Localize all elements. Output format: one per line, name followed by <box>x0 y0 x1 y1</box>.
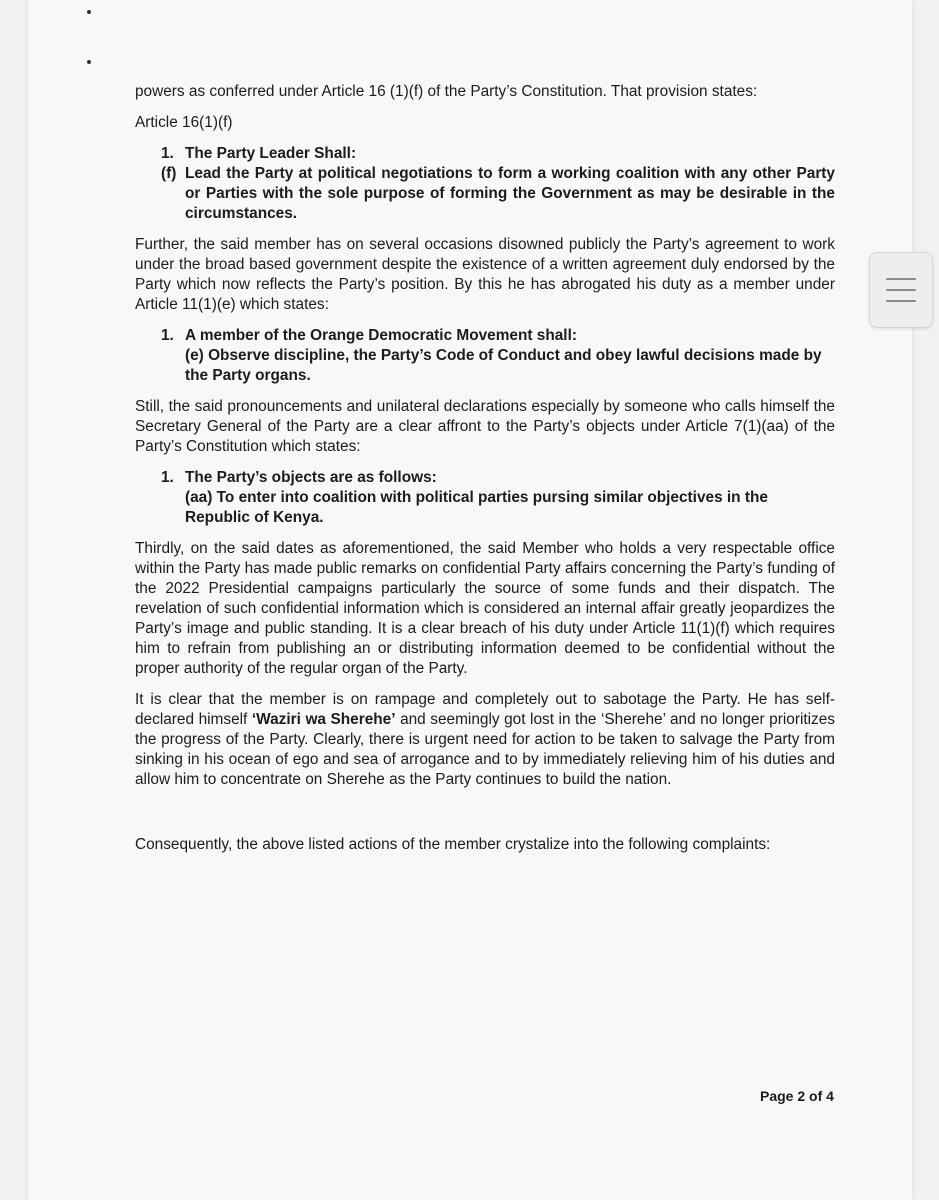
sub-item-text: Lead the Party at political negotiations to form a working coalition with any other Party or Parties with the sole purpose of forming the Government as may be desirable in the circumstances. <box>185 165 835 222</box>
page-current: 2 <box>797 1088 806 1104</box>
menu-line <box>886 300 916 302</box>
sub-item <box>161 164 835 224</box>
page-of: of <box>805 1088 827 1104</box>
scan-mark <box>87 60 91 64</box>
article-16-heading: Article 16(1)(f) <box>135 114 233 131</box>
paragraph-rampage-part-b: and seemingly got lost in the ‘Sherehe’ and no longer prioritizes the progress of the Party. Clearly, there is urgent need for action to be taken to salvage the Party from sinking in his ocean of ego and sea of arrogance and to by immediately relieving him of his duties and allow him to concentrate on Sherehe as the Party continues to build the nation. <box>135 711 836 788</box>
paragraph-further: Further, the said member has on several occasions disowned publicly the Party’s agreement to work under the broad based government despite the existence of a written agreement duly endorsed by the Party which now reflects the Party’s position. By this he has abrogated his duty as a member under Article 11(1)(e) which states: <box>135 236 835 313</box>
paragraph-rampage <box>135 690 835 790</box>
list-item-text: The Party’s objects are as follows: <box>185 469 437 486</box>
paragraph-consequently: Consequently, the above listed actions of the member crystalize into the following complaints: <box>135 836 771 853</box>
list-item <box>161 144 835 164</box>
paragraph-rampage-part-a: It is clear that the member is on rampage and completely out to sabotage the Party. He has self-declared himself <box>135 691 835 728</box>
waziri-wa-sherehe-emphasis: ‘Waziri wa Sherehe’ <box>251 711 396 728</box>
list-number: 1. <box>161 469 174 486</box>
page-number <box>760 1088 834 1104</box>
paragraph-thirdly: Thirdly, on the said dates as aforementioned, the said Member who holds a very respectable office within the Party has made public remarks on confidential Party affairs concerning the Party’s funding of the 2022 Presidential campaigns particularly the source of some funds and their dispatch. The revelation of such confidential information which is considered an internal affair greatly jeopardizes the Party’s image and public standing. It is a clear breach of his duty under Article 11(1)(f) which requires him to refrain from publishing an or distributing information deemed to be confidential without the proper authority of the regular organ of the Party. <box>135 540 835 677</box>
list-item-text: The Party Leader Shall: <box>185 145 357 162</box>
sub-item-text: (aa) To enter into coalition with political parties pursing similar objectives in the Republic of Kenya. <box>185 489 768 526</box>
article-7-quote <box>135 468 835 528</box>
list-number: 1. <box>161 327 174 344</box>
sub-item-text: (e) Observe discipline, the Party’s Code of Conduct and obey lawful decisions made by the Party organs. <box>185 347 822 384</box>
paragraph-intro: powers as conferred under Article 16 (1)(f) of the Party’s Constitution. That provision states: <box>135 83 758 100</box>
article-11-quote <box>135 326 835 386</box>
page-total: 4 <box>826 1088 834 1104</box>
list-item <box>161 468 835 488</box>
sub-item-label: (f) <box>161 165 177 182</box>
list-item-text: A member of the Orange Democratic Movement shall: <box>185 327 577 344</box>
article-16-quote <box>135 144 835 224</box>
document-body <box>135 82 835 855</box>
document-page <box>28 0 912 1200</box>
list-number: 1. <box>161 145 174 162</box>
hamburger-menu-icon[interactable] <box>869 252 933 328</box>
paragraph-still: Still, the said pronouncements and unilateral declarations especially by someone who calls himself the Secretary General of the Party are a clear affront to the Party’s objects under Article 7(1)(aa) of the Party’s Constitution which states: <box>135 398 835 455</box>
menu-line <box>886 289 916 291</box>
menu-line <box>886 278 916 280</box>
page-label: Page <box>760 1088 798 1104</box>
list-item <box>161 326 835 346</box>
scan-mark <box>87 10 91 14</box>
